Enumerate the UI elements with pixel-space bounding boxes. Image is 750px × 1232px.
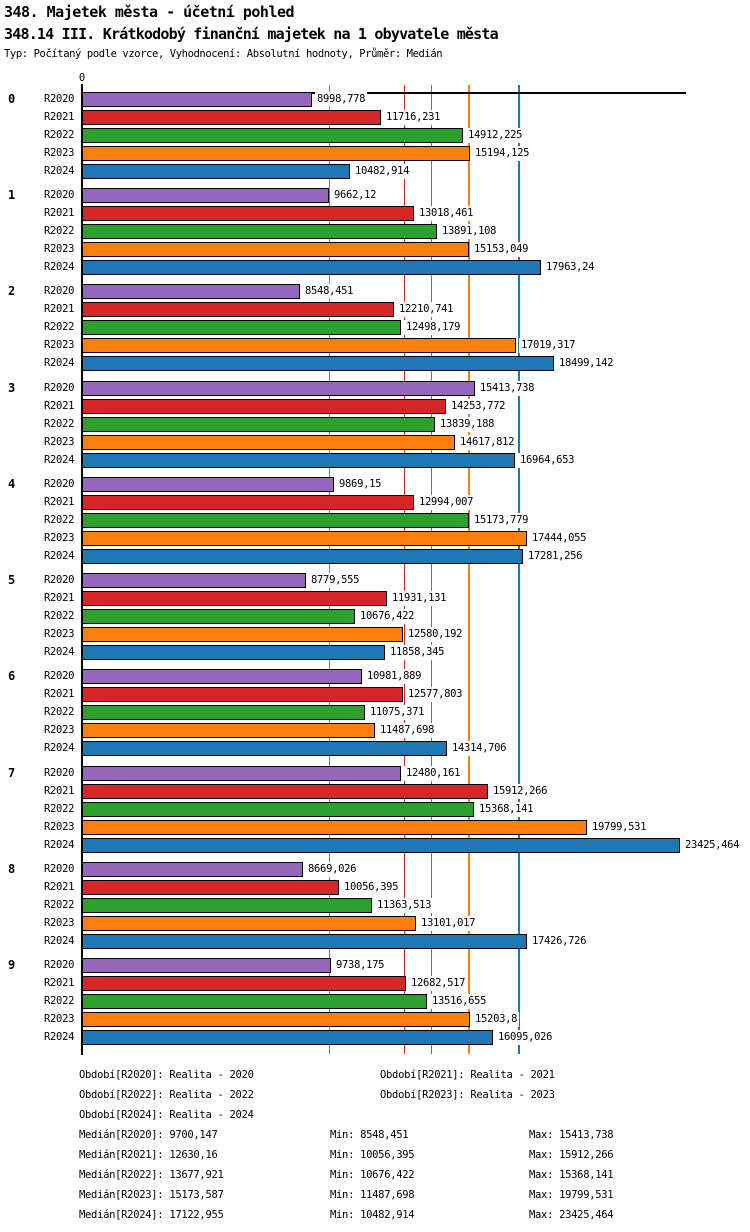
bar-value-label-r2024-g7: 23425,464 bbox=[685, 839, 740, 851]
bar-r2020-g8 bbox=[82, 862, 303, 877]
axis-zero-label: 0 bbox=[78, 72, 86, 84]
bar-value-label-r2021-g8: 10056,395 bbox=[344, 881, 399, 893]
bar-r2023-g8 bbox=[82, 916, 416, 931]
row-label-r2020-g2: R2020 bbox=[44, 285, 75, 297]
legend-min-0: Min: 8548,451 bbox=[330, 1129, 409, 1141]
bar-value-label-r2023-g7: 19799,531 bbox=[592, 821, 647, 833]
bar-r2020-g6 bbox=[82, 669, 362, 684]
row-label-r2023-g0: R2023 bbox=[44, 147, 75, 159]
bar-value-label-r2023-g0: 15194,125 bbox=[475, 147, 530, 159]
row-label-r2022-g8: R2022 bbox=[44, 899, 75, 911]
row-label-r2024-g1: R2024 bbox=[44, 261, 75, 273]
bar-r2023-g6 bbox=[82, 723, 375, 738]
bar-r2023-g0 bbox=[82, 146, 470, 161]
bar-r2023-g4 bbox=[82, 531, 527, 546]
legend-period-right-1: Období[R2023]: Realita - 2023 bbox=[380, 1089, 555, 1101]
row-label-r2023-g8: R2023 bbox=[44, 917, 75, 929]
row-label-r2021-g5: R2021 bbox=[44, 592, 75, 604]
bar-value-label-r2024-g4: 17281,256 bbox=[528, 550, 583, 562]
bar-value-label-r2023-g3: 14617,812 bbox=[460, 436, 515, 448]
group-label-1: 1 bbox=[8, 188, 16, 202]
legend-min-2: Min: 10676,422 bbox=[330, 1169, 415, 1181]
bar-r2024-g6 bbox=[82, 741, 447, 756]
group-label-5: 5 bbox=[8, 573, 16, 587]
row-label-r2022-g1: R2022 bbox=[44, 225, 75, 237]
bar-r2024-g9 bbox=[82, 1030, 493, 1045]
bar-r2024-g7 bbox=[82, 838, 680, 853]
bar-value-label-r2020-g6: 10981,889 bbox=[367, 670, 422, 682]
bar-r2020-g5 bbox=[82, 573, 306, 588]
row-label-r2021-g6: R2021 bbox=[44, 688, 75, 700]
row-label-r2022-g3: R2022 bbox=[44, 418, 75, 430]
bar-value-label-r2024-g8: 17426,726 bbox=[532, 935, 587, 947]
bar-r2023-g2 bbox=[82, 338, 516, 353]
bar-r2022-g6 bbox=[82, 705, 365, 720]
bar-value-label-r2024-g9: 16095,026 bbox=[498, 1031, 553, 1043]
group-label-8: 8 bbox=[8, 862, 16, 876]
row-label-r2021-g0: R2021 bbox=[44, 111, 75, 123]
bar-r2021-g9 bbox=[82, 976, 406, 991]
bar-r2024-g2 bbox=[82, 356, 554, 371]
bar-r2020-g2 bbox=[82, 284, 300, 299]
bar-value-label-r2020-g1: 9662,12 bbox=[334, 189, 377, 201]
bar-value-label-r2021-g6: 12577,803 bbox=[408, 688, 463, 700]
legend-max-1: Max: 15912,266 bbox=[529, 1149, 614, 1161]
bar-value-label-r2021-g0: 11716,231 bbox=[386, 111, 441, 123]
bar-r2023-g3 bbox=[82, 435, 455, 450]
bar-value-label-r2021-g4: 12994,007 bbox=[419, 496, 474, 508]
row-label-r2020-g7: R2020 bbox=[44, 767, 75, 779]
bar-r2021-g5 bbox=[82, 591, 387, 606]
legend-median-0: Medián[R2020]: 9700,147 bbox=[79, 1129, 218, 1141]
legend-max-2: Max: 15368,141 bbox=[529, 1169, 614, 1181]
row-label-r2022-g2: R2022 bbox=[44, 321, 75, 333]
bar-r2024-g5 bbox=[82, 645, 385, 660]
row-label-r2024-g6: R2024 bbox=[44, 742, 75, 754]
bar-r2021-g6 bbox=[82, 687, 403, 702]
bar-value-label-r2020-g2: 8548,451 bbox=[305, 285, 354, 297]
bar-value-label-r2021-g3: 14253,772 bbox=[451, 400, 506, 412]
bar-value-label-r2021-g2: 12210,741 bbox=[399, 303, 454, 315]
bar-r2022-g0 bbox=[82, 128, 463, 143]
group-label-0: 0 bbox=[8, 92, 16, 106]
bar-value-label-r2022-g9: 13516,655 bbox=[432, 995, 487, 1007]
row-label-r2020-g9: R2020 bbox=[44, 959, 75, 971]
bar-value-label-r2022-g3: 13839,188 bbox=[440, 418, 495, 430]
legend-max-4: Max: 23425,464 bbox=[529, 1209, 614, 1221]
row-label-r2023-g7: R2023 bbox=[44, 821, 75, 833]
bar-r2024-g1 bbox=[82, 260, 541, 275]
row-label-r2023-g3: R2023 bbox=[44, 436, 75, 448]
bar-r2020-g0 bbox=[82, 92, 312, 107]
legend-period-right-0: Období[R2021]: Realita - 2021 bbox=[380, 1069, 555, 1081]
bar-r2022-g5 bbox=[82, 609, 355, 624]
bar-value-label-r2023-g6: 11487,698 bbox=[380, 724, 435, 736]
bar-r2020-g3 bbox=[82, 381, 475, 396]
row-label-r2023-g6: R2023 bbox=[44, 724, 75, 736]
row-label-r2024-g2: R2024 bbox=[44, 357, 75, 369]
legend-min-1: Min: 10056,395 bbox=[330, 1149, 415, 1161]
legend-max-0: Max: 15413,738 bbox=[529, 1129, 614, 1141]
bar-value-label-r2022-g4: 15173,779 bbox=[474, 514, 529, 526]
bar-value-label-r2024-g0: 10482,914 bbox=[355, 165, 410, 177]
bar-r2023-g1 bbox=[82, 242, 469, 257]
bar-value-label-r2023-g4: 17444,055 bbox=[532, 532, 587, 544]
bar-r2021-g7 bbox=[82, 784, 488, 799]
legend-min-3: Min: 11487,698 bbox=[330, 1189, 415, 1201]
row-label-r2021-g3: R2021 bbox=[44, 400, 75, 412]
bar-r2021-g8 bbox=[82, 880, 339, 895]
group-label-6: 6 bbox=[8, 669, 16, 683]
row-label-r2021-g2: R2021 bbox=[44, 303, 75, 315]
bar-value-label-r2022-g7: 15368,141 bbox=[479, 803, 534, 815]
row-label-r2021-g1: R2021 bbox=[44, 207, 75, 219]
bar-r2023-g5 bbox=[82, 627, 403, 642]
row-label-r2024-g3: R2024 bbox=[44, 454, 75, 466]
chart-meta: Typ: Počítaný podle vzorce, Vyhodnocení: Absolutní hodnoty, Průměr: Medián bbox=[4, 48, 443, 60]
group-label-3: 3 bbox=[8, 381, 16, 395]
bar-r2024-g4 bbox=[82, 549, 523, 564]
row-label-r2024-g0: R2024 bbox=[44, 165, 75, 177]
row-label-r2021-g4: R2021 bbox=[44, 496, 75, 508]
bar-value-label-r2020-g4: 9869,15 bbox=[339, 478, 382, 490]
bar-r2020-g4 bbox=[82, 477, 334, 492]
row-label-r2022-g4: R2022 bbox=[44, 514, 75, 526]
bar-r2023-g9 bbox=[82, 1012, 470, 1027]
bar-value-label-r2024-g1: 17963,24 bbox=[546, 261, 595, 273]
row-label-r2023-g9: R2023 bbox=[44, 1013, 75, 1025]
bar-value-label-r2021-g5: 11931,131 bbox=[392, 592, 447, 604]
median-line-r2024 bbox=[518, 85, 520, 1054]
legend-median-3: Medián[R2023]: 15173,587 bbox=[79, 1189, 224, 1201]
bar-value-label-r2023-g8: 13101,017 bbox=[421, 917, 476, 929]
row-label-r2024-g8: R2024 bbox=[44, 935, 75, 947]
bar-value-label-r2022-g6: 11075,371 bbox=[370, 706, 425, 718]
bar-value-label-r2020-g7: 12480,161 bbox=[406, 767, 461, 779]
legend-period-left-2: Období[R2024]: Realita - 2024 bbox=[79, 1109, 254, 1121]
bar-r2022-g1 bbox=[82, 224, 437, 239]
bar-r2021-g0 bbox=[82, 110, 381, 125]
bar-value-label-r2021-g1: 13018,461 bbox=[419, 207, 474, 219]
bar-r2022-g4 bbox=[82, 513, 469, 528]
legend-median-4: Medián[R2024]: 17122,955 bbox=[79, 1209, 224, 1221]
row-label-r2020-g1: R2020 bbox=[44, 189, 75, 201]
row-label-r2023-g2: R2023 bbox=[44, 339, 75, 351]
bar-r2021-g1 bbox=[82, 206, 414, 221]
page-subtitle: 348.14 III. Krátkodobý finanční majetek na 1 obyvatele města bbox=[4, 25, 498, 43]
legend-median-2: Medián[R2022]: 13677,921 bbox=[79, 1169, 224, 1181]
bar-r2020-g9 bbox=[82, 958, 331, 973]
bar-r2022-g2 bbox=[82, 320, 401, 335]
row-label-r2024-g5: R2024 bbox=[44, 646, 75, 658]
bar-value-label-r2023-g1: 15153,049 bbox=[474, 243, 529, 255]
bar-value-label-r2021-g9: 12682,517 bbox=[411, 977, 466, 989]
bar-r2023-g7 bbox=[82, 820, 587, 835]
row-label-r2021-g9: R2021 bbox=[44, 977, 75, 989]
bar-r2021-g2 bbox=[82, 302, 394, 317]
bar-value-label-r2024-g2: 18499,142 bbox=[559, 357, 614, 369]
bar-r2022-g7 bbox=[82, 802, 474, 817]
bar-value-label-r2022-g5: 10676,422 bbox=[360, 610, 415, 622]
axis-zero-tick bbox=[81, 84, 83, 92]
bar-value-label-r2020-g9: 9738,175 bbox=[336, 959, 385, 971]
legend-median-1: Medián[R2021]: 12630,16 bbox=[79, 1149, 218, 1161]
bar-r2022-g9 bbox=[82, 994, 427, 1009]
row-label-r2021-g7: R2021 bbox=[44, 785, 75, 797]
row-label-r2021-g8: R2021 bbox=[44, 881, 75, 893]
bar-value-label-r2023-g2: 17019,317 bbox=[521, 339, 576, 351]
bar-value-label-r2022-g0: 14912,225 bbox=[468, 129, 523, 141]
bar-r2022-g8 bbox=[82, 898, 372, 913]
row-label-r2020-g5: R2020 bbox=[44, 574, 75, 586]
row-label-r2020-g4: R2020 bbox=[44, 478, 75, 490]
bar-r2024-g0 bbox=[82, 164, 350, 179]
bar-value-label-r2024-g6: 14314,706 bbox=[452, 742, 507, 754]
group-label-9: 9 bbox=[8, 958, 16, 972]
bar-value-label-r2023-g5: 12580,192 bbox=[408, 628, 463, 640]
bar-value-label-r2020-g8: 8669,026 bbox=[308, 863, 357, 875]
legend-min-4: Min: 10482,914 bbox=[330, 1209, 415, 1221]
group-label-2: 2 bbox=[8, 284, 16, 298]
bar-value-label-r2022-g2: 12498,179 bbox=[406, 321, 461, 333]
bar-value-label-r2020-g0: 8998,778 bbox=[317, 93, 366, 105]
row-label-r2020-g3: R2020 bbox=[44, 382, 75, 394]
bar-value-label-r2022-g1: 13891,108 bbox=[442, 225, 497, 237]
row-label-r2020-g0: R2020 bbox=[44, 93, 75, 105]
row-label-r2022-g0: R2022 bbox=[44, 129, 75, 141]
bar-value-label-r2020-g3: 15413,738 bbox=[480, 382, 535, 394]
group-label-4: 4 bbox=[8, 477, 16, 491]
bar-value-label-r2024-g5: 11858,345 bbox=[390, 646, 445, 658]
row-label-r2024-g9: R2024 bbox=[44, 1031, 75, 1043]
legend-period-left-1: Období[R2022]: Realita - 2022 bbox=[79, 1089, 254, 1101]
row-label-r2024-g4: R2024 bbox=[44, 550, 75, 562]
row-label-r2023-g1: R2023 bbox=[44, 243, 75, 255]
row-label-r2020-g8: R2020 bbox=[44, 863, 75, 875]
row-label-r2022-g9: R2022 bbox=[44, 995, 75, 1007]
bar-r2020-g7 bbox=[82, 766, 401, 781]
bar-r2024-g8 bbox=[82, 934, 527, 949]
legend-max-3: Max: 19799,531 bbox=[529, 1189, 614, 1201]
bar-r2022-g3 bbox=[82, 417, 435, 432]
row-label-r2024-g7: R2024 bbox=[44, 839, 75, 851]
bar-r2024-g3 bbox=[82, 453, 515, 468]
bar-value-label-r2021-g7: 15912,266 bbox=[493, 785, 548, 797]
bar-r2021-g3 bbox=[82, 399, 446, 414]
row-label-r2022-g5: R2022 bbox=[44, 610, 75, 622]
row-label-r2023-g4: R2023 bbox=[44, 532, 75, 544]
bar-value-label-r2023-g9: 15203,8 bbox=[475, 1013, 518, 1025]
bar-r2020-g1 bbox=[82, 188, 329, 203]
page-title: 348. Majetek města - účetní pohled bbox=[4, 3, 295, 21]
bar-value-label-r2022-g8: 11363,513 bbox=[377, 899, 432, 911]
bar-r2021-g4 bbox=[82, 495, 414, 510]
row-label-r2022-g7: R2022 bbox=[44, 803, 75, 815]
legend-period-left-0: Období[R2020]: Realita - 2020 bbox=[79, 1069, 254, 1081]
bar-value-label-r2020-g5: 8779,555 bbox=[311, 574, 360, 586]
group-label-7: 7 bbox=[8, 766, 16, 780]
row-label-r2023-g5: R2023 bbox=[44, 628, 75, 640]
bar-value-label-r2024-g3: 16964,653 bbox=[520, 454, 575, 466]
row-label-r2020-g6: R2020 bbox=[44, 670, 75, 682]
row-label-r2022-g6: R2022 bbox=[44, 706, 75, 718]
